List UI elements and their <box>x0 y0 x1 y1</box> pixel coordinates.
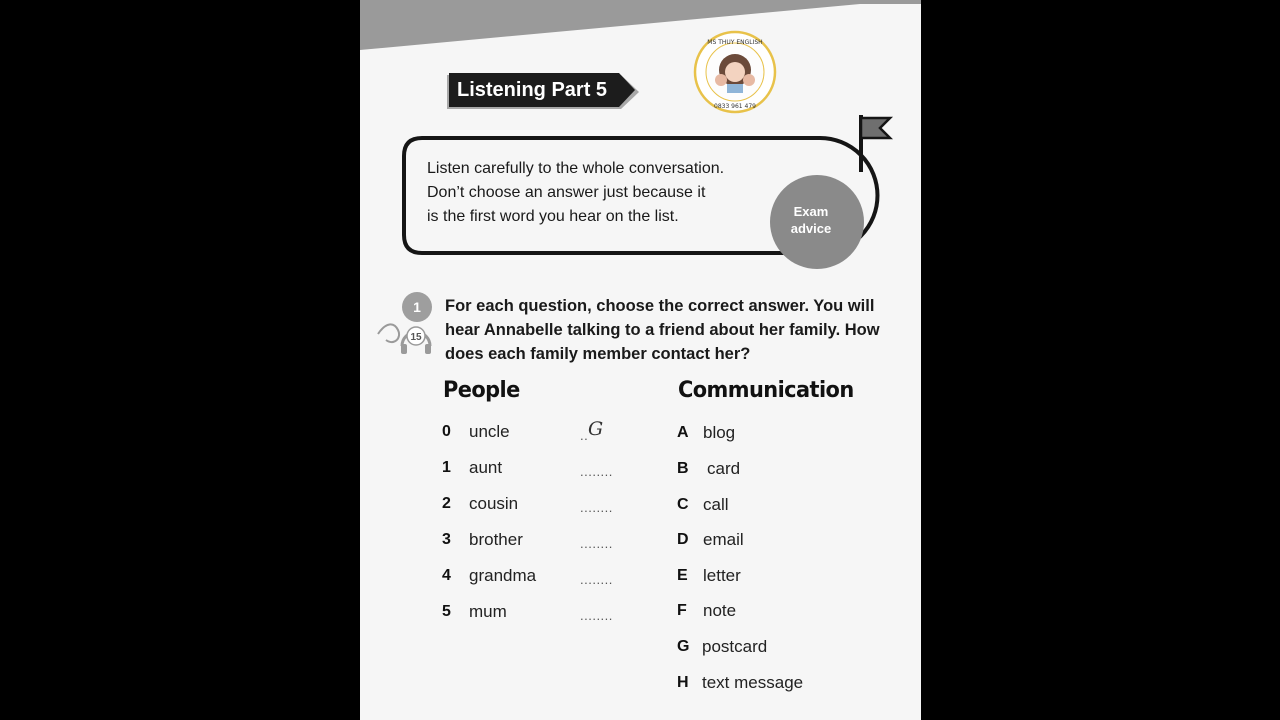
answer-blank[interactable]: ........ <box>580 572 613 587</box>
section-title: Listening Part 5 <box>457 79 608 101</box>
communication-key: E <box>677 567 688 584</box>
answer-blank: .. <box>580 428 589 443</box>
instruction-line-3: does each family member contact her? <box>445 345 751 363</box>
people-key: 4 <box>442 567 451 584</box>
exam-advice-label-line1: Exam <box>793 204 829 219</box>
communication-key: F <box>677 602 687 619</box>
communication-heading: Communication <box>678 378 854 403</box>
people-label: uncle <box>469 422 510 441</box>
exam-advice-label-line2: advice <box>790 221 832 236</box>
people-label: brother <box>469 530 523 549</box>
handwritten-answer: G <box>588 418 604 440</box>
communication-key: G <box>677 638 690 655</box>
communication-label: letter <box>703 566 741 585</box>
people-key: 2 <box>442 495 451 512</box>
section-badge <box>445 73 641 111</box>
communication-label: email <box>703 530 744 549</box>
communication-key: H <box>677 674 689 691</box>
communication-key: A <box>677 424 689 441</box>
communication-label: note <box>703 601 737 620</box>
svg-text:MS THUY ENGLISH: MS THUY ENGLISH <box>707 39 763 46</box>
people-key: 3 <box>442 531 451 548</box>
communication-label: card <box>707 459 741 478</box>
headphones-icon <box>376 318 434 358</box>
communication-label: text message <box>702 673 804 692</box>
teacher-logo <box>693 30 777 114</box>
advice-line-3: is the first word you hear on the list. <box>427 208 679 225</box>
people-key: 1 <box>442 459 451 476</box>
people-label: mum <box>469 602 507 621</box>
answer-blank[interactable]: ........ <box>580 608 613 623</box>
communication-key: C <box>677 496 689 513</box>
people-label: aunt <box>469 458 503 477</box>
answer-blank[interactable]: ........ <box>580 464 613 479</box>
people-heading: People <box>443 378 520 403</box>
communication-key: D <box>677 531 689 548</box>
advice-line-1: Listen carefully to the whole conversation. <box>427 160 725 177</box>
top-grey-band <box>360 0 921 60</box>
communication-label: blog <box>703 423 736 442</box>
people-label: grandma <box>469 566 537 585</box>
answer-blank[interactable]: ........ <box>580 536 613 551</box>
people-key: 0 <box>442 423 451 440</box>
communication-label: call <box>703 495 729 514</box>
answer-blank[interactable]: ........ <box>580 500 613 515</box>
audio-track-number: 15 <box>410 332 422 343</box>
svg-text:0833 961 479: 0833 961 479 <box>714 103 756 110</box>
communication-key: B <box>677 460 689 477</box>
exam-advice-label <box>774 203 848 237</box>
people-label: cousin <box>469 494 519 513</box>
people-key: 5 <box>442 603 451 620</box>
instruction-line-1: For each question, choose the correct answer. You will <box>445 297 875 315</box>
advice-line-2: Don’t choose an answer just because it <box>427 184 706 201</box>
instruction-line-2: hear Annabelle talking to a friend about her family. How <box>445 321 880 339</box>
communication-label: postcard <box>702 637 768 656</box>
worksheet-page <box>360 0 921 720</box>
question-number: 1 <box>402 292 432 322</box>
